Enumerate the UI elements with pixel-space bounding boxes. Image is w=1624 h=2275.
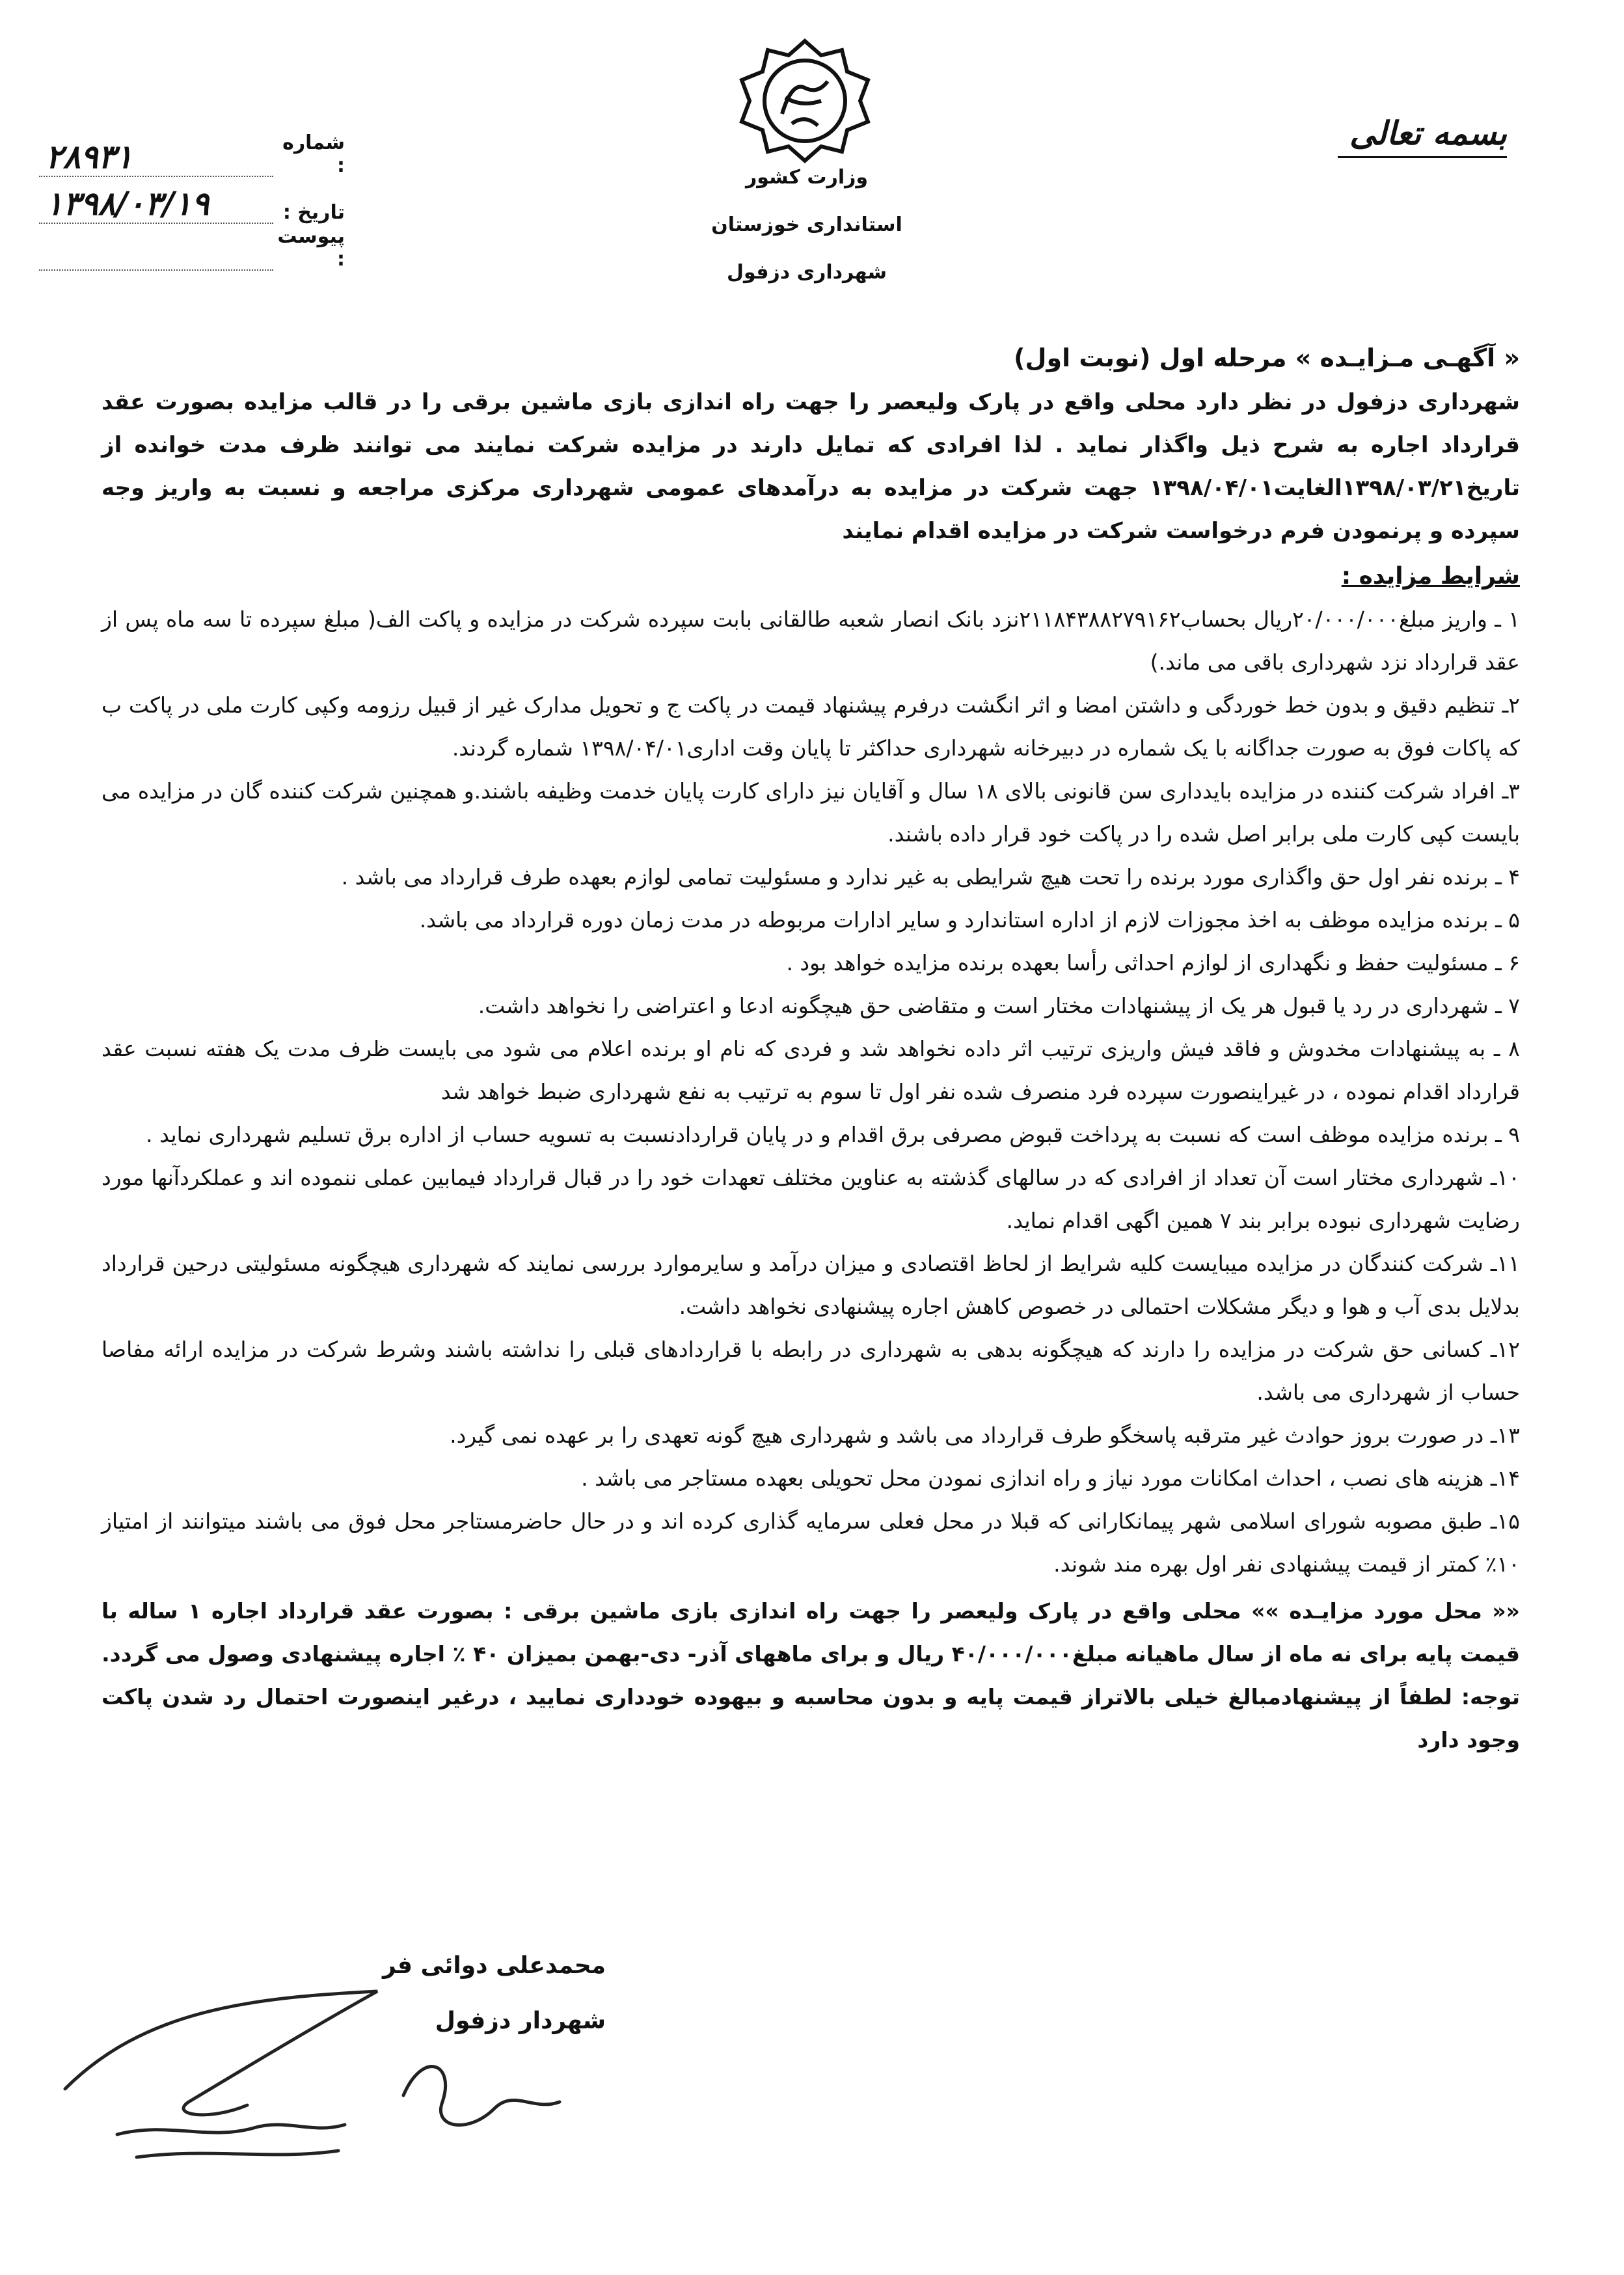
auction-place <box>102 1590 1520 1676</box>
notice-body <box>102 335 1520 1762</box>
municipality-name: شهرداری دزفول <box>726 261 887 284</box>
condition-item: ۹ ـ برنده مزایده موظف است که نسبت به پرداخت قبوض مصرفی برق اقدام و در پایان قراردادنسبت به تسویه حساب از اداره برق تسلیم شهرداری نماید . <box>146 1122 1520 1147</box>
conditions-heading: شرایط مزایده : <box>1341 563 1520 590</box>
date-label: تاریخ : <box>282 201 345 224</box>
letter-meta <box>39 130 345 271</box>
handwritten-signature-icon <box>39 1972 625 2180</box>
number-row <box>39 130 345 177</box>
notice-title: « آگهـی مـزایـده » مرحله اول (نوبت اول) <box>1014 344 1520 372</box>
condition-item: ۶ ـ مسئولیت حفظ و نگهداری از لوازم احداثی رأسا بعهده برنده مزایده خواهد بود . <box>786 950 1520 975</box>
condition-item: ۱۱ـ شرکت کنندگان در مزایده میبایست کلیه شرایط از لحاظ اقتصادی و میزان درآمد و سایرموارد بررسی نمایند که شهرداری هیچگونه مسئولیتی درحین قرارداد بدلایل بدی آب و هوا و دیگر مشکلات احتمالی در خصوص کاهش اجاره پیشنهادی نخواهد داشت. <box>102 1251 1520 1319</box>
bismillah-underline <box>1338 156 1507 158</box>
date-row <box>39 177 345 224</box>
conditions-list <box>102 598 1520 1586</box>
municipality-emblem-icon <box>730 36 880 166</box>
number-label: شماره : <box>282 131 345 177</box>
signer-name: محمدعلی دوائی فر <box>382 1952 606 1979</box>
condition-item: ۲ـ تنظیم دقیق و بدون خط خوردگی و داشتن امضا و اثر انگشت درفرم پیشنهاد قیمت در پاکت ج و تحویل مدارک غیر از قبیل رزومه وکپی کارت ملی در پاکت ب که پاکات فوق به صورت جداگانه با یک شماره در دبیرخانه شهرداری حداکثر تا پایان وقت اداری۱۳۹۸/۰۴/۰۱ شماره گردند. <box>102 692 1520 761</box>
condition-item: ۱۵ـ طبق مصوبه شورای اسلامی شهر پیمانکارانی که قبلا در محل فعلی سرمایه گذاری کرده اند و در حال حاضرمستاجر محل فوق می باشند میتوانند از امتیاز ۱۰٪ کمتر از قیمت پیشنهادی نفر اول بهره مند شوند. <box>102 1508 1520 1577</box>
condition-item: ۸ ـ به پیشنهادات مخدوش و فاقد فیش واریزی ترتیب اثر داده نخواهد شد و فردی که نام او برنده اعلام می شود می بایست ظرف مدت یک هفته نسبت عقد قرارداد اقدام نموده ، در غیراینصورت سپرده فرد منصرف شده نفر اول تا سوم به ترتیب به نفع شهرداری ضبط خواهد شد <box>102 1036 1520 1104</box>
letterhead <box>625 166 989 308</box>
attachment-value <box>39 269 273 271</box>
condition-item: ۴ ـ برنده نفر اول حق واگذاری مورد برنده را تحت هیچ شرایطی به غیر ندارد و مسئولیت تمامی لوازم بعهده طرف قرارداد می باشد . <box>341 864 1520 890</box>
signer-title: شهردار دزفول <box>435 2008 606 2034</box>
place-label: «« محل مورد مزایـده »» <box>1251 1598 1520 1624</box>
bismillah: بسمه تعالی <box>1349 114 1507 152</box>
note-text: لطفاً از پیشنهادمبالغ خیلی بالاتراز قیمت پایه و بدون محاسبه و بیهوده خودداری نمایید ، درغیر اینصورت احتمال رد شدن پاکت وجود دارد <box>102 1684 1520 1752</box>
notice-intro: شهرداری دزفول در نظر دارد محلی واقع در پارک ولیعصر را جهت راه اندازی بازی ماشین برقی را در قالب مزایده بصورت عقد قرارداد اجاره به شرح ذیل واگذار نماید . لذا افرادی که تمایل دارند در مزایده شرکت نمایند می توانند ظرف مدت خوانده از تاریخ۱۳۹۸/۰۳/۲۱الغایت۱۳۹۸/۰۴/۰۱ جهت شرکت در مزایده به درآمدهای عمومی شهرداری مرکزی مراجعه و نسبت به واریز وجه سپرده و پرنمودن فرم درخواست شرکت در مزایده اقدام نمایند <box>102 389 1520 544</box>
attachment-label: پیوست : <box>277 225 345 271</box>
note-label: توجه: <box>1461 1684 1520 1710</box>
condition-item: ۱۳ـ در صورت بروز حوادث غیر مترقبه پاسخگو طرف قرارداد می باشد و شهرداری هیچ گونه تعهدی را بر عهده نمی گیرد. <box>450 1423 1520 1448</box>
note <box>102 1676 1520 1762</box>
number-value: ۲۸۹۳۱ <box>39 137 273 177</box>
condition-item: ۵ ـ برنده مزایده موظف به اخذ مجوزات لازم از اداره استاندارد و سایر ادارات مربوطه در مدت زمان دوره قرارداد می باشد. <box>419 907 1520 933</box>
attachment-row <box>39 224 345 271</box>
condition-item: ۱ ـ واریز مبلغ۲۰/۰۰۰/۰۰۰ریال بحساب۲۱۱۸۴۳۸۸۲۷۹۱۶۲نزد بانک انصار شعبه طالقانی بابت سپرده شرکت در مزایده و پاکت الف( مبلغ سپرده تا سه ماه پس از عقد قرارداد نزد شهرداری باقی می ماند.) <box>102 606 1520 675</box>
condition-item: ۷ ـ شهرداری در رد یا قبول هر یک از پیشنهادات مختار است و متقاضی حق هیچگونه ادعا و اعتراضی را نخواهد داشت. <box>478 993 1520 1018</box>
condition-item: ۱۰ـ شهرداری مختار است آن تعداد از افرادی که در سالهای گذشته به عناوین مختلف تعهدات خود را در قبال قرارداد فیمابین عملی ننموده اند و عملکردآنها مورد رضایت شهرداری نبوده برابر بند ۷ همین اگهی اقدام نماید. <box>102 1165 1520 1233</box>
governorate-name: استانداری خوزستان <box>711 213 902 236</box>
condition-item: ۳ـ افراد شرکت کننده در مزایده بایدداری سن قانونی بالای ۱۸ سال و آقایان نیز دارای کارت پایان خدمت وظیفه باشند.و همچنین شرکت کننده گان در مزایده می بایست کپی کارت ملی برابر اصل شده را در پاکت خود قرار داده باشند. <box>102 778 1520 847</box>
place-text: محلی واقع در پارک ولیعصر را جهت راه اندازی بازی ماشین برقی : بصورت عقد قرارداد اجاره ۱ ساله با قیمت پایه برای نه ماه از سال ماهیانه مبلغ۴۰/۰۰۰/۰۰۰ ریال و برای ماههای آذر- دی-بهمن بمیزان ۴۰ ٪ اجاره پیشنهادی وصول می گردد. <box>102 1598 1520 1667</box>
condition-item: ۱۴ـ هزینه های نصب ، احداث امکانات مورد نیاز و راه اندازی نمودن محل تحویلی بعهده مستاجر می باشد . <box>581 1465 1520 1491</box>
condition-item: ۱۲ـ کسانی حق شرکت در مزایده را دارند که هیچگونه بدهی به شهرداری در رابطه با قراردادهای قبلی را نداشته باشند وشرط شرکت در مزایده ارائه مفاصا حساب از شهرداری می باشد. <box>102 1337 1520 1405</box>
ministry-name: وزارت کشور <box>745 166 869 189</box>
date-value: ۱۳۹۸/۰۳/۱۹ <box>39 184 273 224</box>
